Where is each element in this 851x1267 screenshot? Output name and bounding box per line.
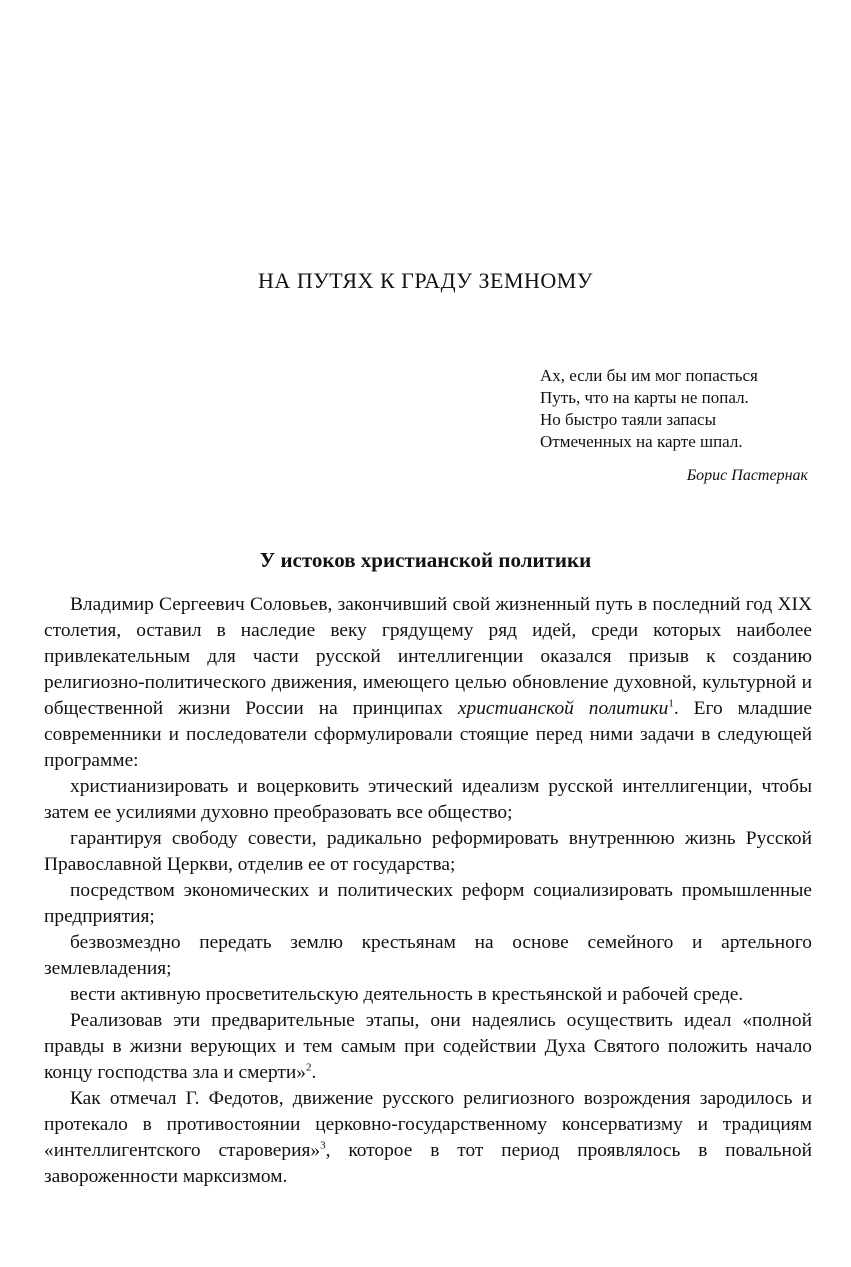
- program-item: вести активную просветительскую деятельность в крестьянской и рабочей среде.: [70, 984, 744, 1005]
- paragraph-3-text: Как отмечал Г. Федотов, движение русского религиозного возрождения зародилось и протекало в противостоянии церковно-государственному консерватизму и традициям «интеллигентского староверия»: [44, 1088, 812, 1161]
- paragraph-3: [44, 1086, 812, 1190]
- program-item: посредством экономических и политических реформ социализировать промышленные предприятия;: [44, 880, 812, 927]
- epigraph-line: Путь, что на карты не попал.: [540, 388, 749, 407]
- paragraph-2: [44, 1008, 812, 1086]
- paragraph-1-end: . Его младшие современники и последователи сформулировали стоящие перед ними задачи в следующей программе:: [44, 698, 812, 771]
- paragraph-3-end: , которое в тот период проявлялось в повальной завороженности марксизмом.: [44, 1140, 812, 1187]
- paragraph-2-text: Реализовав эти предварительные этапы, они надеялись осуществить идеал «полной правды в жизни верующих и тем самым при содействии Духа Святого положить начало концу господства зла и смерти»: [44, 1010, 812, 1083]
- program-item: безвозмездно передать землю крестьянам на основе семейного и артельного землевладения;: [44, 932, 812, 979]
- epigraph-author: Борис Пастернак: [686, 467, 808, 484]
- footnote-ref-2: 2: [305, 1061, 312, 1074]
- epigraph: [540, 365, 820, 487]
- epigraph-line: Ах, если бы им мог попасться: [540, 366, 758, 385]
- program-item: христианизировать и воцерковить этический идеализм русской интеллигенции, чтобы затем ее усилиями духовно преобразовать все общество;: [44, 776, 812, 823]
- program-item: гарантируя свободу совести, радикально реформировать внутреннюю жизнь Русской Православной Церкви, отделив ее от государства;: [44, 828, 812, 875]
- footnote-ref-3: 3: [320, 1139, 326, 1152]
- body-text: [44, 592, 812, 1190]
- paragraph-2-end: .: [311, 1062, 317, 1083]
- epigraph-line: Но быстро таяли запасы: [540, 410, 717, 429]
- paragraph-1: [44, 592, 812, 774]
- section-title: У истоков христианской политики: [259, 548, 592, 572]
- paragraph-1-start: Владимир Сергеевич Соловьев, закончивший свой жизненный путь в последний год XIX столетия, оставил в наследие веку грядущему ряд идей, среди которых наиболее привлекательным для части русской интеллигенции оказался призыв к созданию религиозно-политического движения, имеющего целью обновление духовной, культурной и общественной жизни России на принципах: [44, 594, 812, 719]
- italic-phrase: христианской политики: [457, 698, 669, 719]
- chapter-title: НА ПУТЯХ К ГРАДУ ЗЕМНОМУ: [258, 268, 593, 293]
- footnote-ref-1: 1: [668, 697, 674, 710]
- epigraph-line: Отмеченных на карте шпал.: [540, 432, 743, 451]
